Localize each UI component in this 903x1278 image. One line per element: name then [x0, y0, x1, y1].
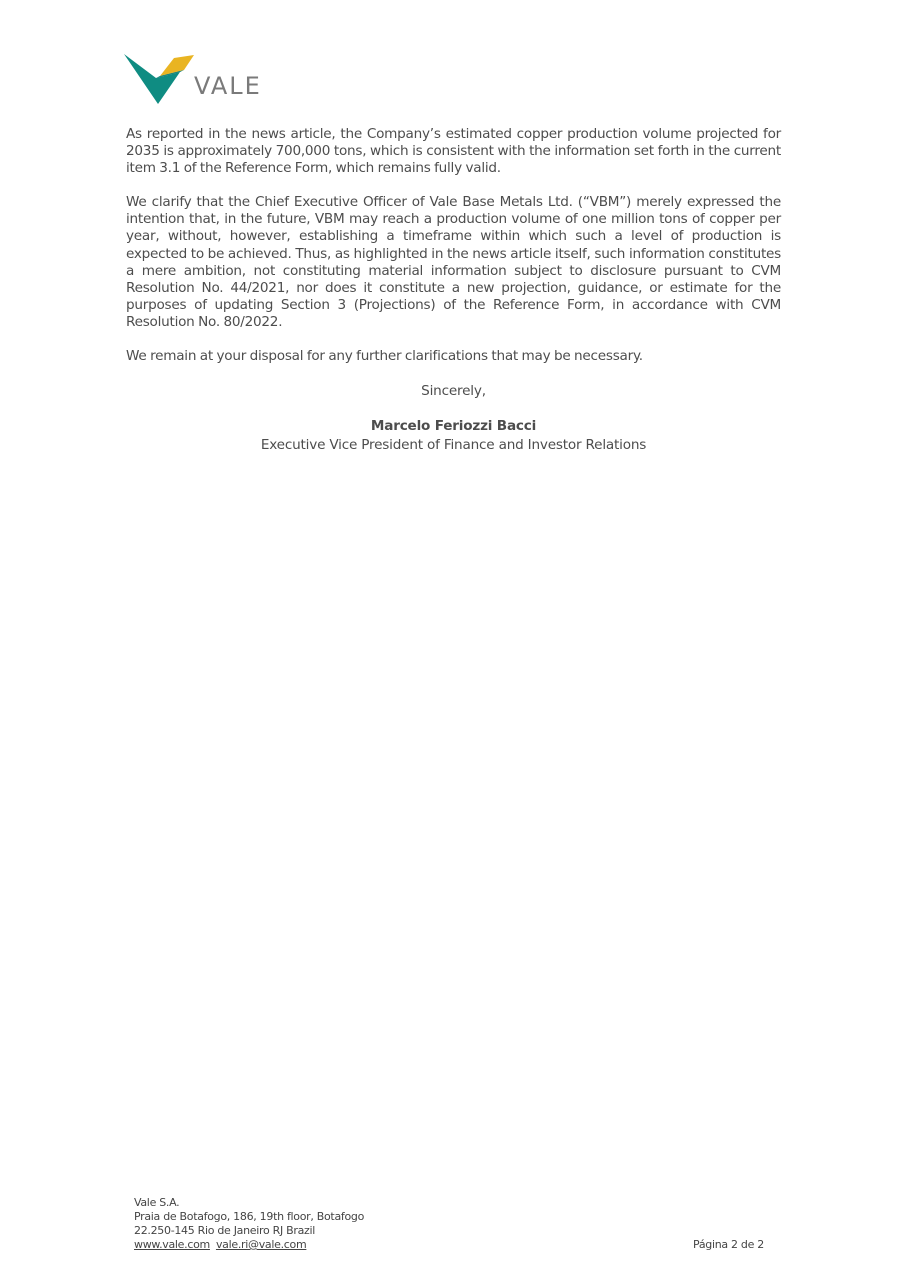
website-link[interactable]: www.vale.com	[134, 1238, 210, 1251]
closing-salutation: Sincerely,	[421, 383, 486, 399]
paragraph-3: We remain at your disposal for any further clarifications that may be necessary.	[126, 348, 643, 365]
footer-links	[134, 1238, 364, 1252]
footer-address-line1: Praia de Botafogo, 186, 19th floor, Botafogo	[134, 1210, 364, 1223]
footer-address-line2: 22.250-145 Rio de Janeiro RJ Brazil	[134, 1224, 315, 1237]
email-link[interactable]: vale.ri@vale.com	[215, 1238, 307, 1251]
vale-logo	[124, 52, 264, 106]
signatory-name: Marcelo Feriozzi Bacci	[370, 418, 537, 434]
footer-company: Vale S.A.	[134, 1196, 180, 1209]
letter-body	[126, 126, 781, 382]
signatory-title: Executive Vice President of Finance and Investor Relations	[260, 437, 647, 453]
footer	[134, 1196, 364, 1252]
paragraph-1: As reported in the news article, the Company’s estimated copper production volume projected for 2035 is approximately 700,000 tons, which is consistent with the information set forth in the current item 3.1 of the Reference Form, which remains fully valid.	[126, 126, 781, 177]
paragraph-2: We clarify that the Chief Executive Officer of Vale Base Metals Ltd. (“VBM”) merely expressed the intention that, in the future, VBM may reach a production volume of one million tons of copper per year, without, however, establishing a timeframe within which such a level of production is expected to be achieved. Thus, as highlighted in the news article itself, such information constitutes a mere ambition, not constituting material information subject to disclosure pursuant to CVM Resolution No. 44/2021, nor does it constitute a new projection, guidance, or estimate for the purposes of updating Section 3 (Projections) of the Reference Form, in accordance with CVM Resolution No. 80/2022.	[126, 194, 781, 330]
page-number: Página 2 de 2	[693, 1238, 764, 1251]
vale-v-icon	[124, 52, 196, 106]
logo-wordmark: VALE	[194, 72, 262, 100]
